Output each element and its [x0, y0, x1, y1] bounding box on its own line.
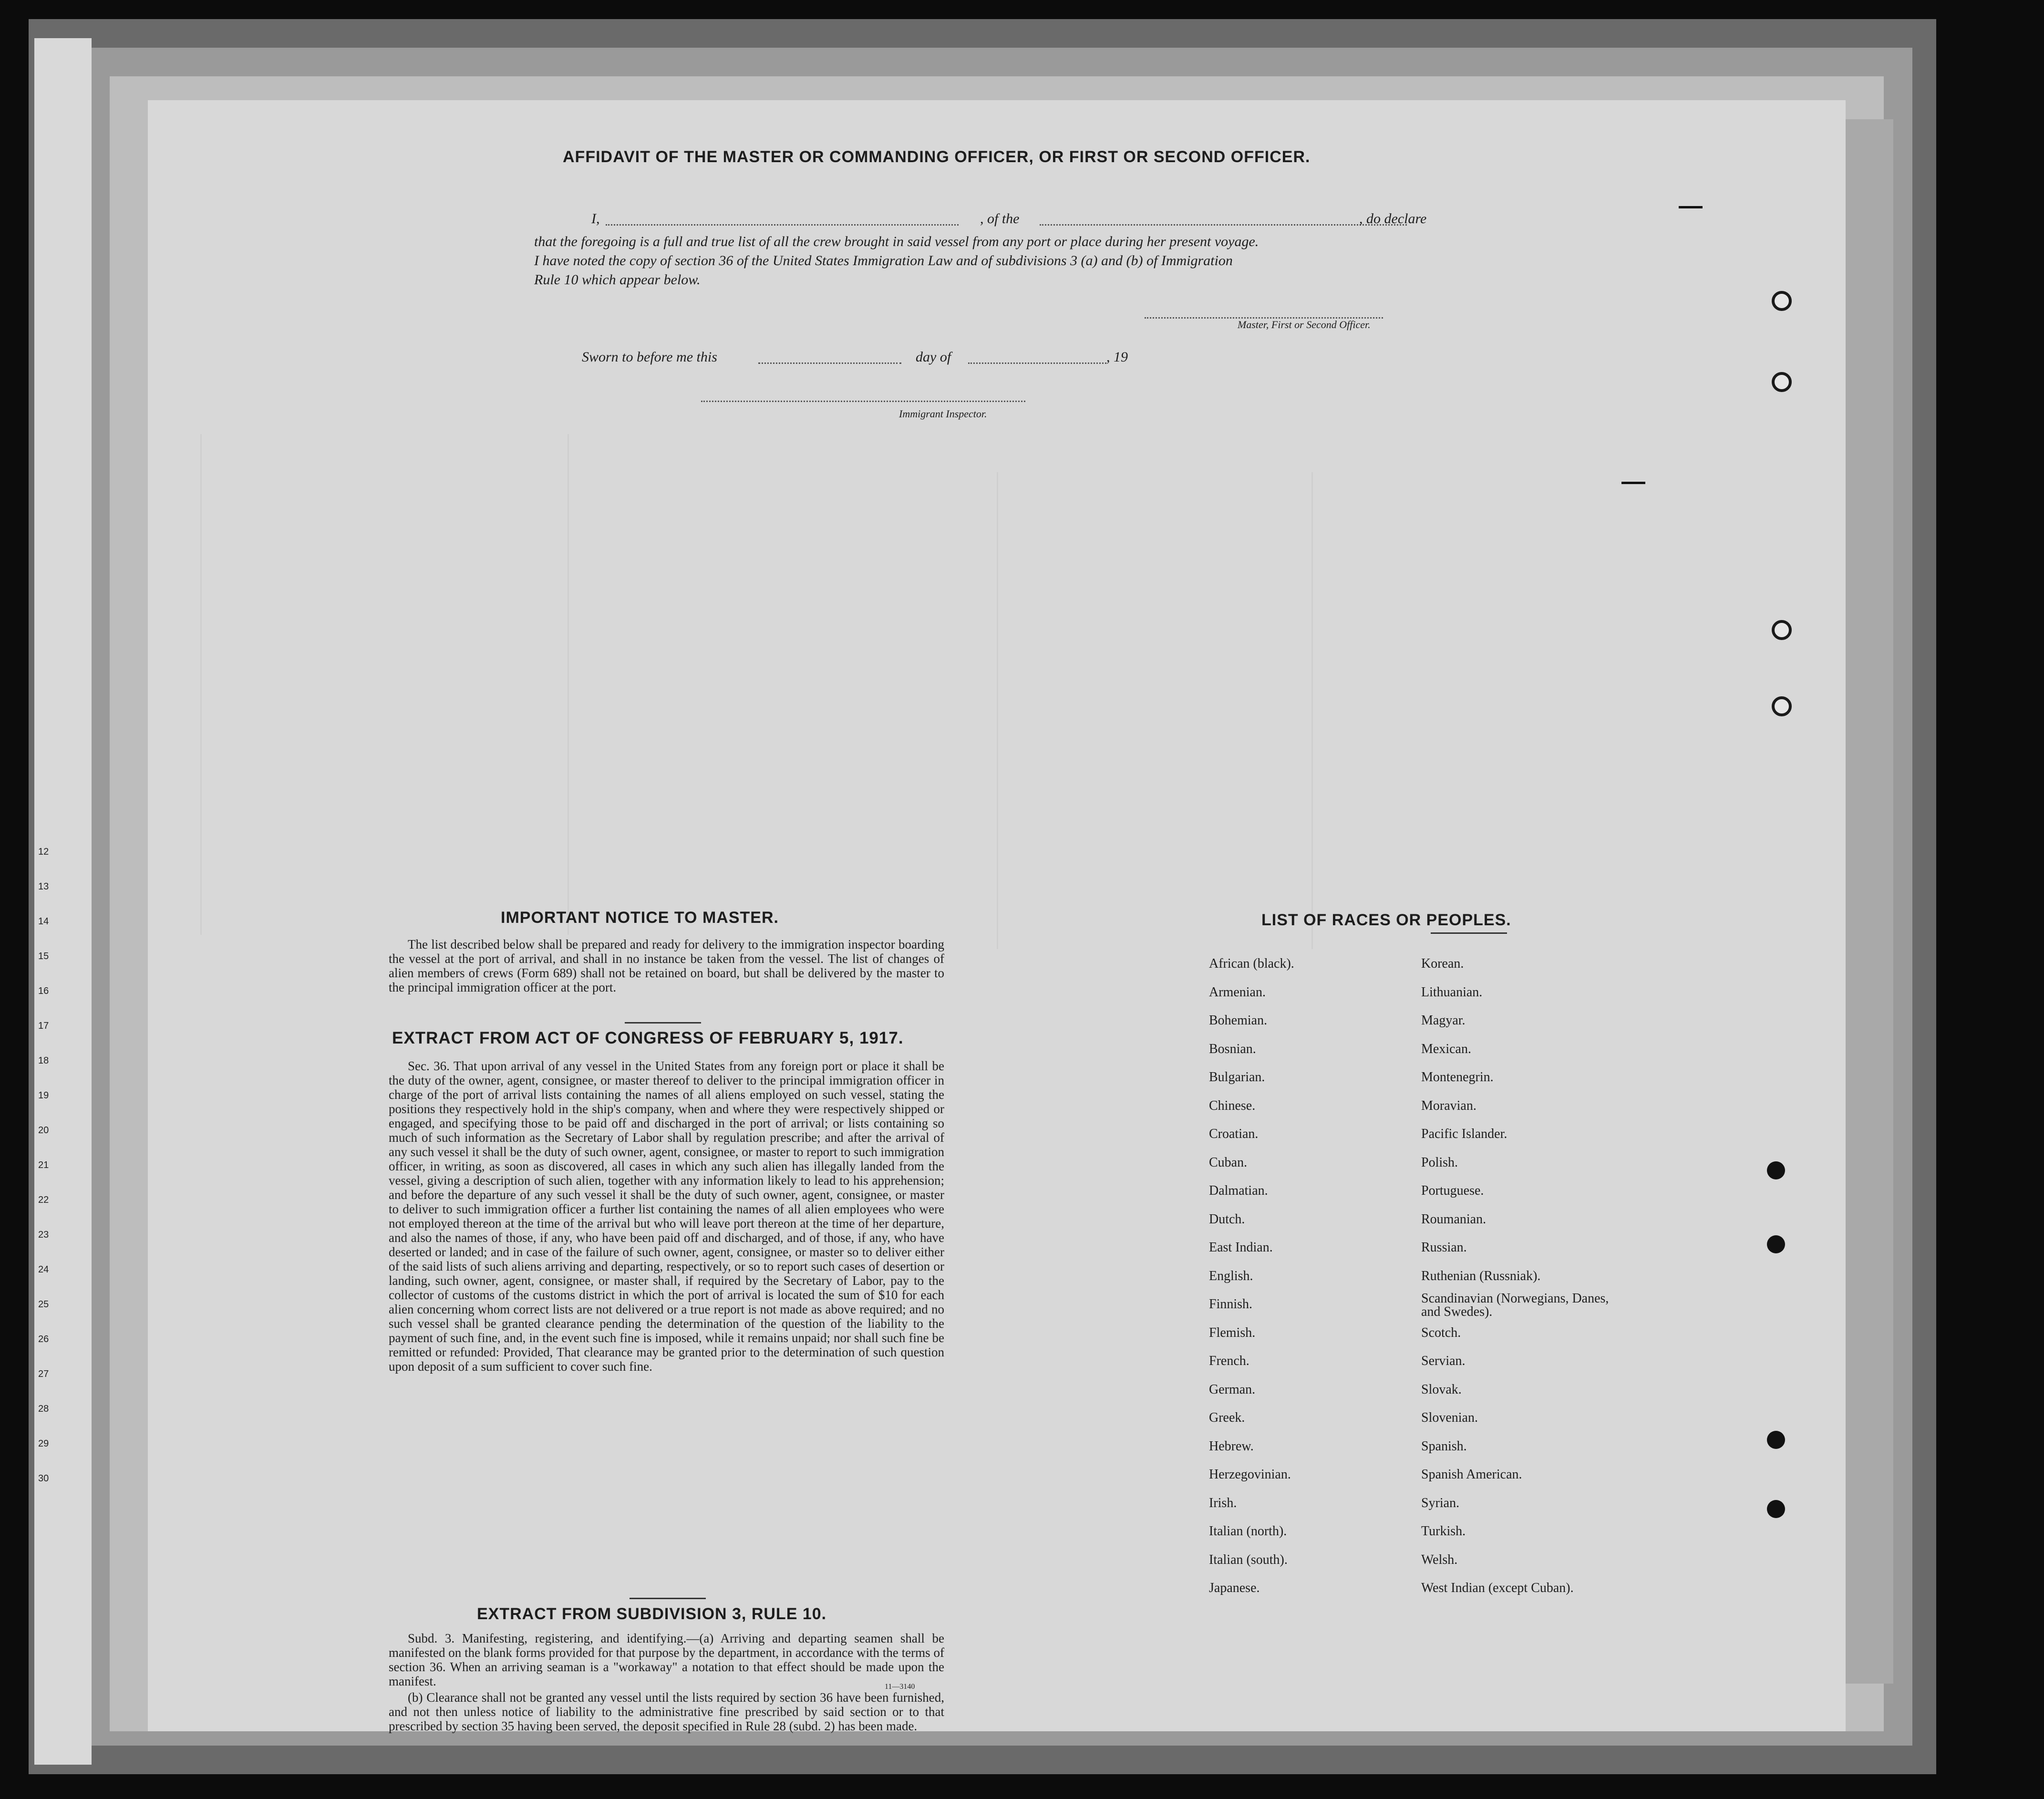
sworn-text: Sworn to before me this	[582, 349, 717, 365]
race-item: Chinese.	[1209, 1098, 1256, 1113]
race-item: East Indian.	[1209, 1240, 1273, 1255]
day-of-text: day of	[916, 349, 951, 365]
manifest-page	[148, 100, 1846, 1731]
race-item: Servian.	[1421, 1354, 1466, 1368]
margin-number: 17	[38, 1021, 49, 1031]
margin-number: 25	[38, 1299, 49, 1310]
race-item: Armenian.	[1209, 984, 1266, 1000]
punch-hole	[1767, 1500, 1785, 1518]
race-item: Mexican.	[1421, 1041, 1471, 1056]
race-item: Welsh.	[1421, 1552, 1458, 1567]
margin-number: 19	[38, 1090, 49, 1101]
race-item: Japanese.	[1209, 1581, 1260, 1595]
margin-number: 23	[38, 1230, 49, 1240]
name-blank	[606, 224, 959, 226]
month-blank	[968, 362, 1106, 364]
race-item: Bulgarian.	[1209, 1070, 1265, 1085]
mark	[1679, 206, 1703, 208]
margin-number: 30	[38, 1473, 49, 1484]
day-blank	[758, 362, 901, 364]
race-item: Russian.	[1421, 1240, 1467, 1255]
divider	[1431, 932, 1507, 934]
race-item: African (black).	[1209, 956, 1294, 971]
race-item: Portuguese.	[1421, 1183, 1484, 1198]
margin-number: 14	[38, 916, 49, 927]
extract-rule-text	[389, 1631, 944, 1735]
affidavit-line3: I have noted the copy of section 36 of the United States Immigration Law and of subdivisions 3 (a) and (b) of Immigration	[534, 253, 1233, 269]
race-item: Roumanian.	[1421, 1211, 1487, 1227]
margin-number: 13	[38, 881, 49, 892]
race-item: Slovak.	[1421, 1382, 1462, 1397]
column-line	[200, 434, 202, 935]
margin-number: 29	[38, 1438, 49, 1449]
margin-number: 20	[38, 1125, 49, 1136]
extract-rule-title: EXTRACT FROM SUBDIVISION 3, RULE 10.	[477, 1605, 827, 1623]
race-item: German.	[1209, 1382, 1256, 1397]
margin-number: 24	[38, 1264, 49, 1275]
column-line	[568, 434, 569, 935]
race-item: Finnish.	[1209, 1297, 1253, 1312]
race-item: Polish.	[1421, 1155, 1458, 1170]
race-item: Greek.	[1209, 1410, 1245, 1425]
vessel-blank	[1040, 224, 1407, 226]
race-item: Croatian.	[1209, 1127, 1259, 1141]
race-item: Italian (north).	[1209, 1524, 1287, 1539]
race-item: Cuban.	[1209, 1155, 1248, 1170]
notice-title: IMPORTANT NOTICE TO MASTER.	[501, 909, 779, 927]
margin-number: 16	[38, 986, 49, 996]
race-item: Dalmatian.	[1209, 1183, 1268, 1198]
extract-act-title: EXTRACT FROM ACT OF CONGRESS OF FEBRUARY 5, 1917.	[392, 1029, 904, 1047]
race-item: Spanish.	[1421, 1438, 1467, 1454]
inspector-blank	[701, 401, 1025, 402]
affidavit-title: AFFIDAVIT OF THE MASTER OR COMMANDING OFFICER, OR FIRST OR SECOND OFFICER.	[563, 148, 1311, 166]
affidavit-i: I,	[591, 211, 600, 227]
punch-hole	[1772, 620, 1792, 640]
affidavit-line2: that the foregoing is a full and true list of all the crew brought in said vessel from any port or place during her present voyage.	[534, 234, 1259, 249]
year-text: , 19	[1106, 349, 1128, 365]
punch-hole	[1767, 1161, 1785, 1179]
race-item: Flemish.	[1209, 1325, 1256, 1340]
inspector-caption: Immigrant Inspector.	[899, 408, 987, 420]
race-item: French.	[1209, 1354, 1249, 1368]
punch-hole	[1767, 1431, 1785, 1449]
divider	[625, 1022, 701, 1024]
affidavit-of-the: , of the	[980, 211, 1020, 227]
race-item: Lithuanian.	[1421, 984, 1483, 1000]
mark	[1621, 482, 1645, 484]
races-title: LIST OF RACES OR PEOPLES.	[1261, 911, 1511, 929]
race-item: Syrian.	[1421, 1495, 1460, 1510]
race-item: Moravian.	[1421, 1098, 1476, 1113]
subdivision-a-paragraph: Subd. 3. Manifesting, registering, and identifying.—(a) Arriving and departing seamen shall be manifested on the blank forms provided for that purpose by the department, in accordance with the terms of section 36. When an arriving seaman is a "workaway" a notation to that effect should be made upon the manifest.	[389, 1631, 944, 1688]
column-line	[1311, 472, 1313, 949]
race-item: Spanish American.	[1421, 1467, 1522, 1482]
margin-number: 28	[38, 1404, 49, 1414]
race-item: Scotch.	[1421, 1325, 1461, 1340]
punch-hole	[1772, 696, 1792, 716]
column-line	[997, 472, 998, 949]
margin-number: 22	[38, 1195, 49, 1205]
race-item: Herzegovinian.	[1209, 1467, 1291, 1482]
race-item: Ruthenian (Russniak).	[1421, 1268, 1541, 1283]
race-item: Pacific Islander.	[1421, 1127, 1507, 1141]
signature-caption: Master, First or Second Officer.	[1238, 319, 1371, 331]
left-margin-strip	[34, 38, 92, 1765]
margin-number: 15	[38, 951, 49, 962]
margin-number: 26	[38, 1334, 49, 1344]
race-item: Scandinavian (Norwegians, Danes, and Swedes).	[1421, 1291, 1609, 1319]
notice-paragraph: The list described below shall be prepared and ready for delivery to the immigration inspector boarding the vessel at the port of arrival, and shall in no instance be taken from the vessel. The list of changes of alien members of crews (Form 689) shall not be retained on board, but shall be delivered by the master to the principal immigration officer at the port.	[389, 937, 944, 994]
race-item: Dutch.	[1209, 1211, 1245, 1227]
race-item: Turkish.	[1421, 1524, 1466, 1539]
race-item: Magyar.	[1421, 1013, 1466, 1028]
race-item: Hebrew.	[1209, 1438, 1254, 1454]
race-item: Bosnian.	[1209, 1041, 1256, 1056]
punch-hole	[1772, 291, 1792, 311]
notice-text	[389, 937, 944, 996]
margin-number: 18	[38, 1055, 49, 1066]
section-36-paragraph: Sec. 36. That upon arrival of any vessel in the United States from any foreign port or place it shall be the duty of the owner, agent, consignee, or master thereof to deliver to the principal immigration officer in charge of the port of arrival lists containing the names of all aliens employed on such vessel, stating the positions they respectively hold in the ship's company, when and where they were respectively shipped or engaged, and specifying those to be paid off and discharged in the port of arrival; or lists containing so much of such information as the Secretary of Labor shall by regulation prescribe; and after the arrival of any such vessel it shall be the duty of such owner, agent, consignee, or master to report to such immigration officer, in writing, as soon as discovered, all cases in which any such alien has illegally landed from the vessel, giving a description of such alien, together with any information likely to lead to his apprehension; and before the departure of any such vessel it shall be the duty of such owner, agent, consignee, or master to deliver to such immigration officer a further list containing the names of all alien employees who were not employed thereon at the time of the arrival but who will leave port thereon at the time of her departure, and also the names of those, if any, who have been paid off and discharged, and of those, if any, who have deserted or landed; and in case of the failure of such owner, agent, consignee, or master so to deliver either of the said lists of such aliens arriving and departing, respectively, or so to report such cases of desertion or landing, such owner, agent, consignee, or master shall, if required by the Secretary of Labor, pay to the collector of customs of the customs district in which the port of arrival is located the sum of $10 for each alien concerning whom correct lists are not delivered or a true report is not made as above required; and no such vessel shall be granted clearance pending the determination of the question of the liability to the payment of such fine, and, in the event such fine is imposed, while it remains unpaid; nor shall such fine be remitted or refunded: Provided, That clearance may be granted prior to the determination of such question upon deposit of a sum sufficient to cover such fine.	[389, 1059, 944, 1374]
form-number: 11—3140	[885, 1683, 915, 1691]
race-item: Bohemian.	[1209, 1013, 1268, 1028]
margin-number: 27	[38, 1369, 49, 1379]
race-item: Korean.	[1421, 956, 1464, 971]
margin-number: 12	[38, 847, 49, 857]
divider	[630, 1598, 706, 1599]
race-item: Montenegrin.	[1421, 1070, 1494, 1085]
race-item: Italian (south).	[1209, 1552, 1288, 1567]
extract-act-text	[389, 1059, 944, 1375]
subdivision-b-paragraph: (b) Clearance shall not be granted any vessel until the lists required by section 36 have been furnished, and not then unless notice of liability to the administrative fine prescribed by said section or to that prescribed by section 35 having been served, the deposit specified in Rule 28 (subd. 2) has been made.	[389, 1690, 944, 1733]
punch-hole	[1767, 1235, 1785, 1253]
affidavit-declare: , do declare	[1359, 211, 1427, 227]
affidavit-line4: Rule 10 which appear below.	[534, 272, 701, 288]
race-item: West Indian (except Cuban).	[1421, 1581, 1574, 1595]
race-item: Irish.	[1209, 1495, 1237, 1510]
race-item: English.	[1209, 1268, 1253, 1283]
race-item: Slovenian.	[1421, 1410, 1478, 1425]
punch-hole	[1772, 372, 1792, 392]
margin-number: 21	[38, 1160, 49, 1170]
